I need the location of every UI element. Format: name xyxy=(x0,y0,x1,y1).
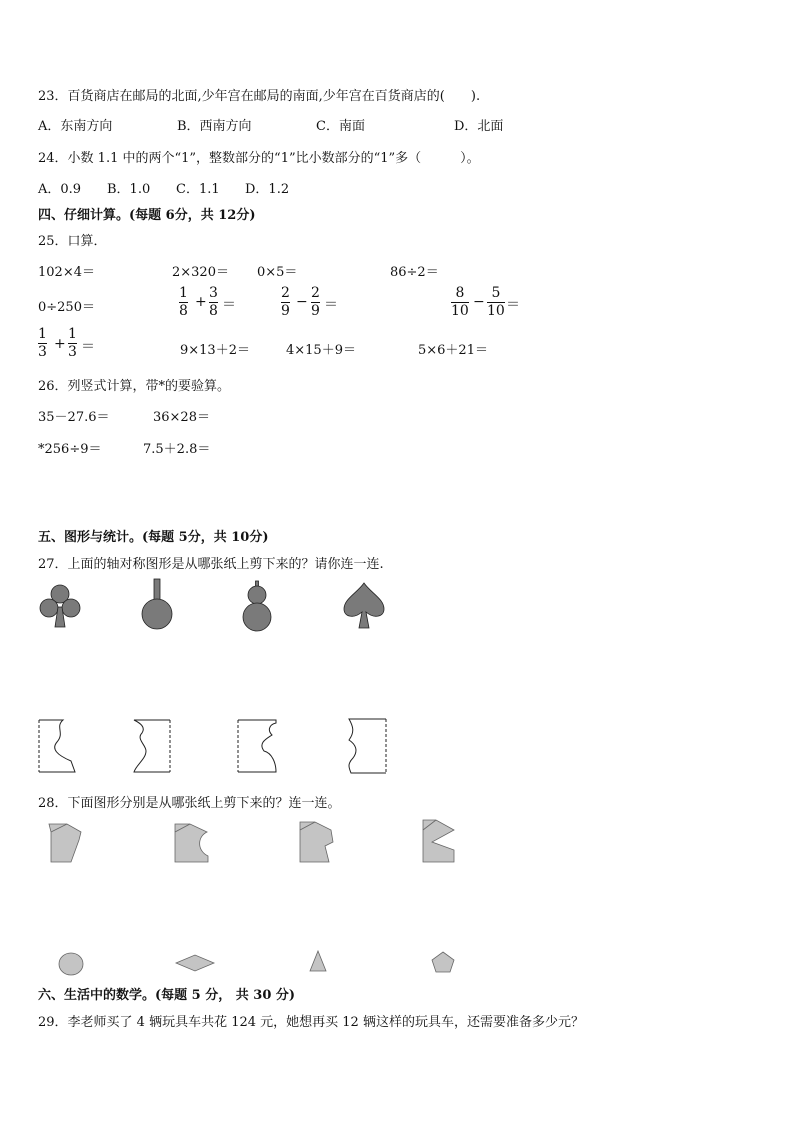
equals-sign: ＝ xyxy=(222,297,236,313)
question-24-stem: 24．小数 1.1 中的两个“1”，整数部分的“1”比小数部分的“1”多（ ）。 xyxy=(38,151,480,166)
gourd-shape-icon xyxy=(240,581,274,633)
fraction xyxy=(38,327,47,360)
operator: + xyxy=(195,294,207,310)
calc-item: 4×15＋9＝ xyxy=(286,343,356,358)
fraction xyxy=(68,327,77,360)
operator: + xyxy=(54,336,66,352)
equals-sign: ＝ xyxy=(324,297,338,313)
calc-item: 0×5＝ xyxy=(257,265,298,280)
circle-shape-icon xyxy=(57,951,85,977)
section-4-title: 四、仔细计算。(每题 6分，共 12分) xyxy=(38,208,256,223)
triangle-shape-icon xyxy=(308,949,328,973)
question-26-stem: 26．列竖式计算，带*的要验算。 xyxy=(38,379,231,394)
numerator: 5 xyxy=(491,285,501,301)
denominator: 8 xyxy=(179,303,188,319)
fraction xyxy=(179,286,188,319)
pentagon-shape-icon xyxy=(430,950,456,974)
fraction xyxy=(311,286,320,319)
denominator: 3 xyxy=(38,344,47,360)
folded-paper-shape-icon xyxy=(172,822,210,864)
numerator: 1 xyxy=(68,326,77,342)
calc-item: 0÷250＝ xyxy=(38,300,95,315)
equals-sign: ＝ xyxy=(81,339,95,355)
folded-paper-shape-icon xyxy=(47,822,83,864)
q23-option-a: A．东南方向 xyxy=(38,119,113,134)
question-23-stem: 23．百货商店在邮局的北面,少年宫在邮局的南面,少年宫在百货商店的( ). xyxy=(38,89,481,104)
calc-item: 86÷2＝ xyxy=(390,265,439,280)
calc-item: 9×13＋2＝ xyxy=(180,343,250,358)
fraction xyxy=(487,286,505,319)
numerator: 2 xyxy=(311,285,320,301)
q24-option-b: B．1.0 xyxy=(107,182,151,197)
calc-item: 35－27.6＝ xyxy=(38,410,110,425)
spade-shape-icon xyxy=(341,581,387,631)
folded-paper-option-icon xyxy=(132,719,174,773)
q23-option-c: C．南面 xyxy=(316,119,365,134)
rhombus-shape-icon xyxy=(174,953,216,973)
folded-paper-option-icon xyxy=(345,718,389,774)
fraction xyxy=(281,286,290,319)
q24-option-d: D．1.2 xyxy=(245,182,290,197)
section-5-title: 五、图形与统计。(每题 5分，共 10分) xyxy=(38,530,269,545)
operator: − xyxy=(296,294,308,310)
question-28-stem: 28．下面图形分别是从哪张纸上剪下来的？连一连。 xyxy=(38,796,341,811)
numerator: 8 xyxy=(455,285,465,301)
calc-item: 5×6＋21＝ xyxy=(418,343,488,358)
folded-paper-shape-icon xyxy=(420,818,458,864)
folded-paper-option-icon xyxy=(236,719,278,773)
denominator: 8 xyxy=(209,303,218,319)
q23-option-d: D．北面 xyxy=(454,119,504,134)
operator: − xyxy=(473,294,485,310)
denominator: 9 xyxy=(281,303,290,319)
denominator: 10 xyxy=(451,303,469,319)
q23-option-b: B．西南方向 xyxy=(177,119,252,134)
question-27-stem: 27．上面的轴对称图形是从哪张纸上剪下来的？请你连一连. xyxy=(38,557,384,572)
q24-option-a: A．0.9 xyxy=(38,182,82,197)
folded-paper-option-icon xyxy=(37,719,77,773)
calc-item: 102×4＝ xyxy=(38,265,95,280)
calc-item: *256÷9＝ xyxy=(38,442,102,457)
question-29-stem: 29．李老师买了 4 辆玩具车共花 124 元，她想再买 12 辆这样的玩具车，还需要准备多少元？ xyxy=(38,1015,584,1030)
fraction xyxy=(451,286,469,319)
calc-item: 36×28＝ xyxy=(153,410,210,425)
denominator: 3 xyxy=(68,344,77,360)
bottle-shape-icon xyxy=(140,577,174,631)
numerator: 3 xyxy=(209,285,218,301)
calc-item: 2×320＝ xyxy=(172,265,229,280)
q24-option-c: C．1.1 xyxy=(176,182,220,197)
fraction xyxy=(209,286,218,319)
denominator: 9 xyxy=(311,303,320,319)
section-6-title: 六、生活中的数学。(每题 5 分， 共 30 分) xyxy=(38,988,296,1003)
folded-paper-shape-icon xyxy=(297,820,335,864)
equals-sign: ＝ xyxy=(506,297,520,313)
club-shape-icon xyxy=(38,583,82,631)
question-25-stem: 25．口算． xyxy=(38,234,107,249)
denominator: 10 xyxy=(487,303,505,319)
numerator: 2 xyxy=(281,285,290,301)
calc-item: 7.5＋2.8＝ xyxy=(143,442,211,457)
numerator: 1 xyxy=(38,326,47,342)
numerator: 1 xyxy=(179,285,188,301)
